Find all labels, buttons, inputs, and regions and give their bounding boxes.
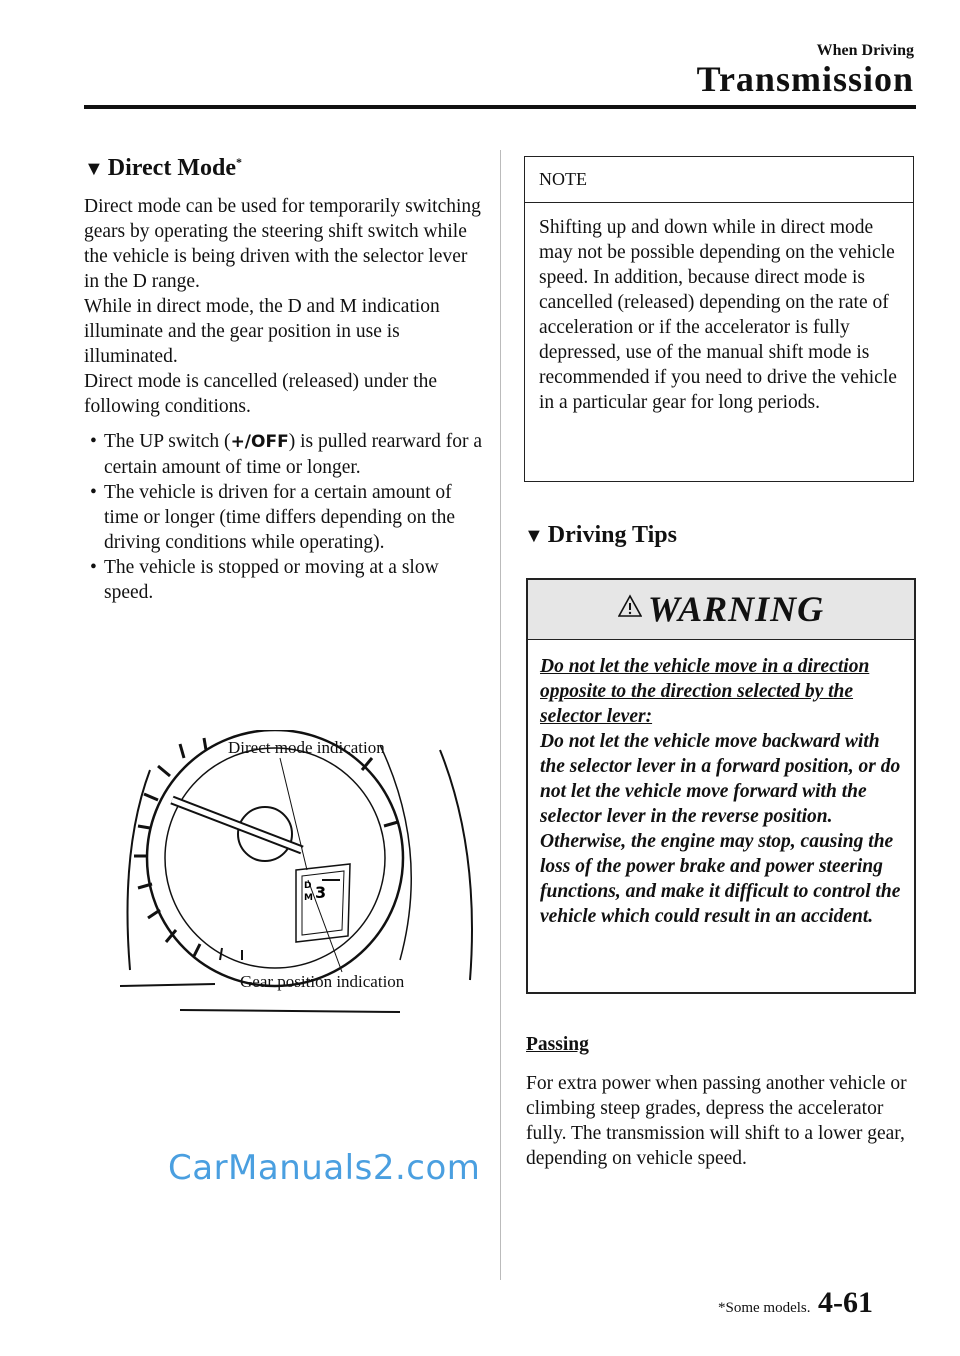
triangle-marker-icon: ▼ [524, 525, 544, 547]
note-body: Shifting up and down while in direct mode may not be possible depending on the vehicle speed. In addition, because direct mode is cancelled (released) depending on the rate of acceleration or if the accelerator is fully depressed, use of the manual shift mode is recommended if you need to drive the vehicle in a particular gear for long periods. [539, 217, 897, 413]
note-box [524, 156, 914, 482]
direct-mode-indication-label: Direct mode indication [228, 738, 385, 757]
passing-label: Passing [526, 1034, 589, 1055]
warning-triangle-icon [618, 594, 642, 618]
gear-position-indication-label: Gear position indication [240, 972, 405, 991]
column-divider [500, 150, 501, 1280]
warning-body [528, 640, 914, 929]
direct-mode-heading: ▼ Direct Mode* [84, 155, 242, 181]
cancel-conditions-list [84, 429, 484, 605]
display-gear-number: 3 [315, 883, 327, 902]
watermark: CarManuals2.com [168, 1148, 481, 1188]
passing-text: For extra power when passing another vehicle or climbing steep grades, depress the accelerator fully. The transmission will shift to a lower gear, depending on vehicle speed. [526, 1073, 907, 1169]
triangle-marker-icon: ▼ [84, 158, 104, 180]
list-item: • The vehicle is stopped or moving at a slow speed. [90, 557, 439, 603]
driving-tips-heading: ▼ Driving Tips [524, 522, 677, 548]
display-m-indicator: M [304, 893, 313, 903]
list-item: • The vehicle is driven for a certain amount of time or longer (time differs depending on the driving conditions while operating). [90, 482, 456, 553]
direct-mode-paragraph-1: Direct mode can be used for temporarily switching gears by operating the steering shift switch while the vehicle is being driven with the selector lever in the D range. [84, 196, 481, 292]
page-number: 4-61 [818, 1286, 873, 1319]
display-d-indicator: D [304, 881, 312, 891]
section-label: When Driving [816, 42, 914, 59]
footnote: *Some models. [718, 1300, 811, 1316]
warning-title: WARNING [647, 589, 825, 629]
direct-mode-section [84, 155, 484, 605]
note-title: NOTE [525, 157, 913, 203]
list-item: • The UP switch (+/OFF) is pulled rearward for a certain amount of time or longer. [90, 431, 482, 478]
direct-mode-paragraph-3: Direct mode is cancelled (released) under the following conditions. [84, 371, 437, 417]
plus-off-switch-icon: +/OFF [230, 432, 289, 452]
warning-underlined-text: Do not let the vehicle move in a direction opposite to the direction selected by the selector lever: [540, 656, 870, 727]
warning-text: Do not let the vehicle move backward with the selector lever in a forward position, or do not let the vehicle move forward with the selector lever in the reverse position. Otherwise, the engine may stop, causing the loss of the power brake and power steering functions, and make it difficult to control the vehicle which could result in an accident. [540, 731, 901, 927]
header-rule [84, 105, 916, 109]
warning-header [528, 580, 914, 640]
warning-box [526, 578, 916, 994]
chapter-title: Transmission [696, 59, 914, 99]
asterisk-mark: * [235, 155, 242, 169]
direct-mode-paragraph-2: While in direct mode, the D and M indication illuminate and the gear position in use is illuminated. [84, 296, 440, 367]
